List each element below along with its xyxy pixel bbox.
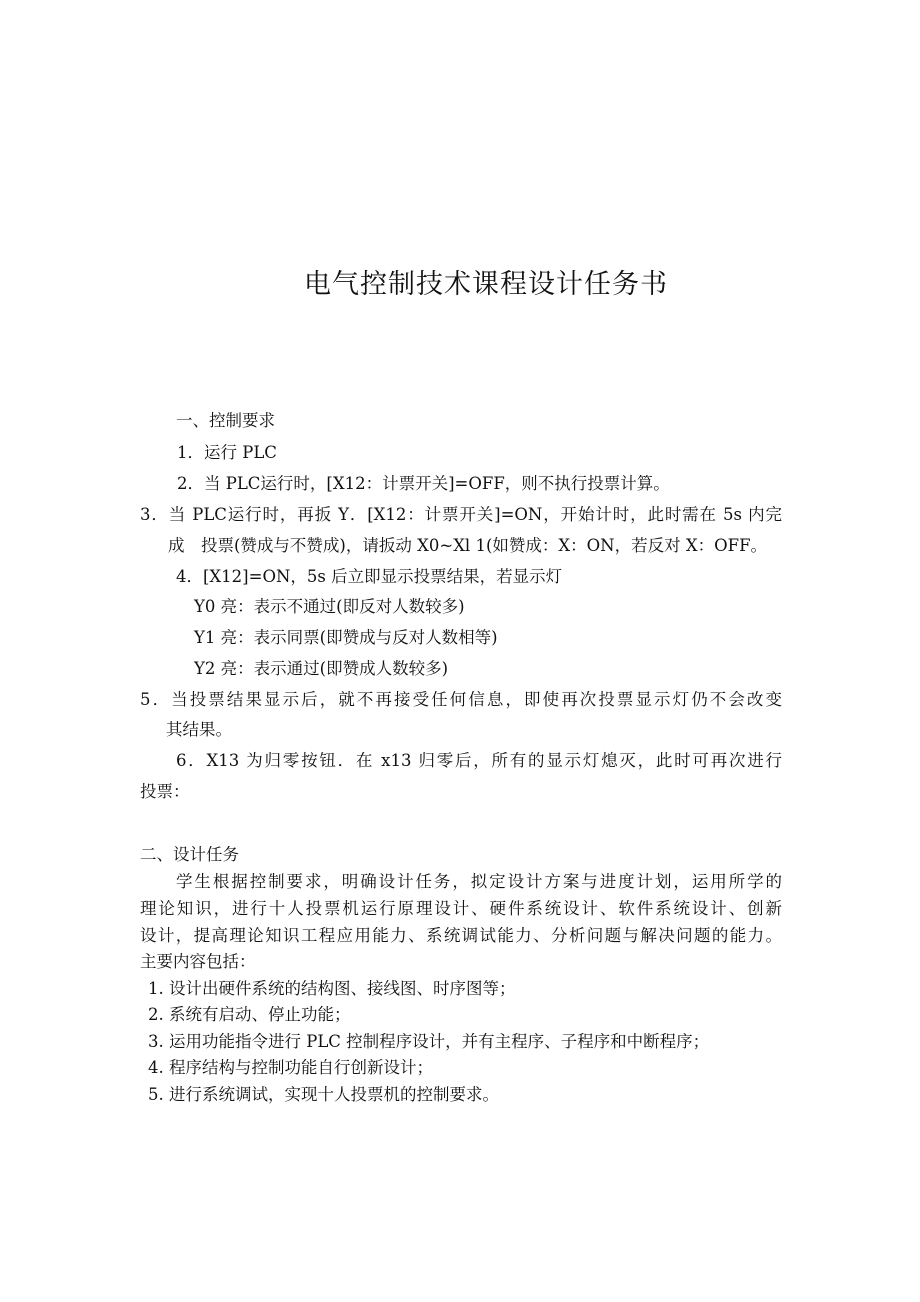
- requirement-4-y0: Y0 亮：表示不通过(即反对人数较多): [194, 597, 465, 616]
- task-paragraph-line-1: 学生根据控制要求，明确设计任务，拟定设计方案与进度计划，运用所学的: [176, 872, 782, 891]
- requirement-3-line-2: 成 投票(赞成与不赞成)，请扳动 X0~Xl 1(如赞成：X：ON，若反对 X：OFF。: [168, 536, 768, 555]
- section-2-heading: 二、设计任务: [140, 845, 239, 864]
- requirement-1: 1．运行 PLC: [177, 443, 277, 462]
- task-list-item: 4. 程序结构与控制功能自行创新设计；: [148, 1058, 433, 1077]
- task-list-item: 3. 运用功能指令进行 PLC 控制程序设计，并有主程序、子程序和中断程序；: [148, 1032, 710, 1051]
- requirement-5-line-1: 5．当投票结果显示后，就不再接受任何信息，即使再次投票显示灯仍不会改变: [140, 690, 782, 709]
- task-paragraph-line-2: 理论知识，进行十人投票机运行原理设计、硬件系统设计、软件系统设计、创新: [140, 899, 782, 918]
- requirement-4-y2: Y2 亮：表示通过(即赞成人数较多): [194, 659, 449, 678]
- section-1-heading: 一、控制要求: [176, 411, 275, 430]
- requirement-4-y1: Y1 亮：表示同票(即赞成与反对人数相等): [194, 628, 498, 647]
- requirement-6-line-2: 投票：: [140, 782, 190, 801]
- requirement-3-line-1: 3．当 PLC运行时，再扳 Y．[X12：计票开关]=ON，开始计时，此时需在 5s 内完: [140, 505, 782, 524]
- task-list-item: 5. 进行系统调试，实现十人投票机的控制要求。: [148, 1085, 499, 1104]
- requirement-5-line-2: 其结果。: [166, 720, 232, 739]
- task-list-item: 1. 设计出硬件系统的结构图、接线图、时序图等；: [148, 979, 516, 998]
- task-paragraph-line-4: 主要内容包括：: [140, 952, 256, 971]
- document-title: 电气控制技术课程设计任务书: [304, 269, 668, 300]
- requirement-2: 2．当 PLC运行时，[X12：计票开关]=OFF，则不执行投票计算。: [177, 474, 670, 493]
- requirement-4: 4．[X12]=ON，5s 后立即显示投票结果，若显示灯: [176, 567, 563, 586]
- task-paragraph-line-3: 设计，提高理论知识工程应用能力、系统调试能力、分析问题与解决问题的能力。: [140, 926, 782, 945]
- requirement-6-line-1: 6．X13 为归零按钮．在 x13 归零后，所有的显示灯熄灭，此时可再次进行: [176, 751, 782, 770]
- task-list-item: 2. 系统有启动、停止功能；: [148, 1005, 351, 1024]
